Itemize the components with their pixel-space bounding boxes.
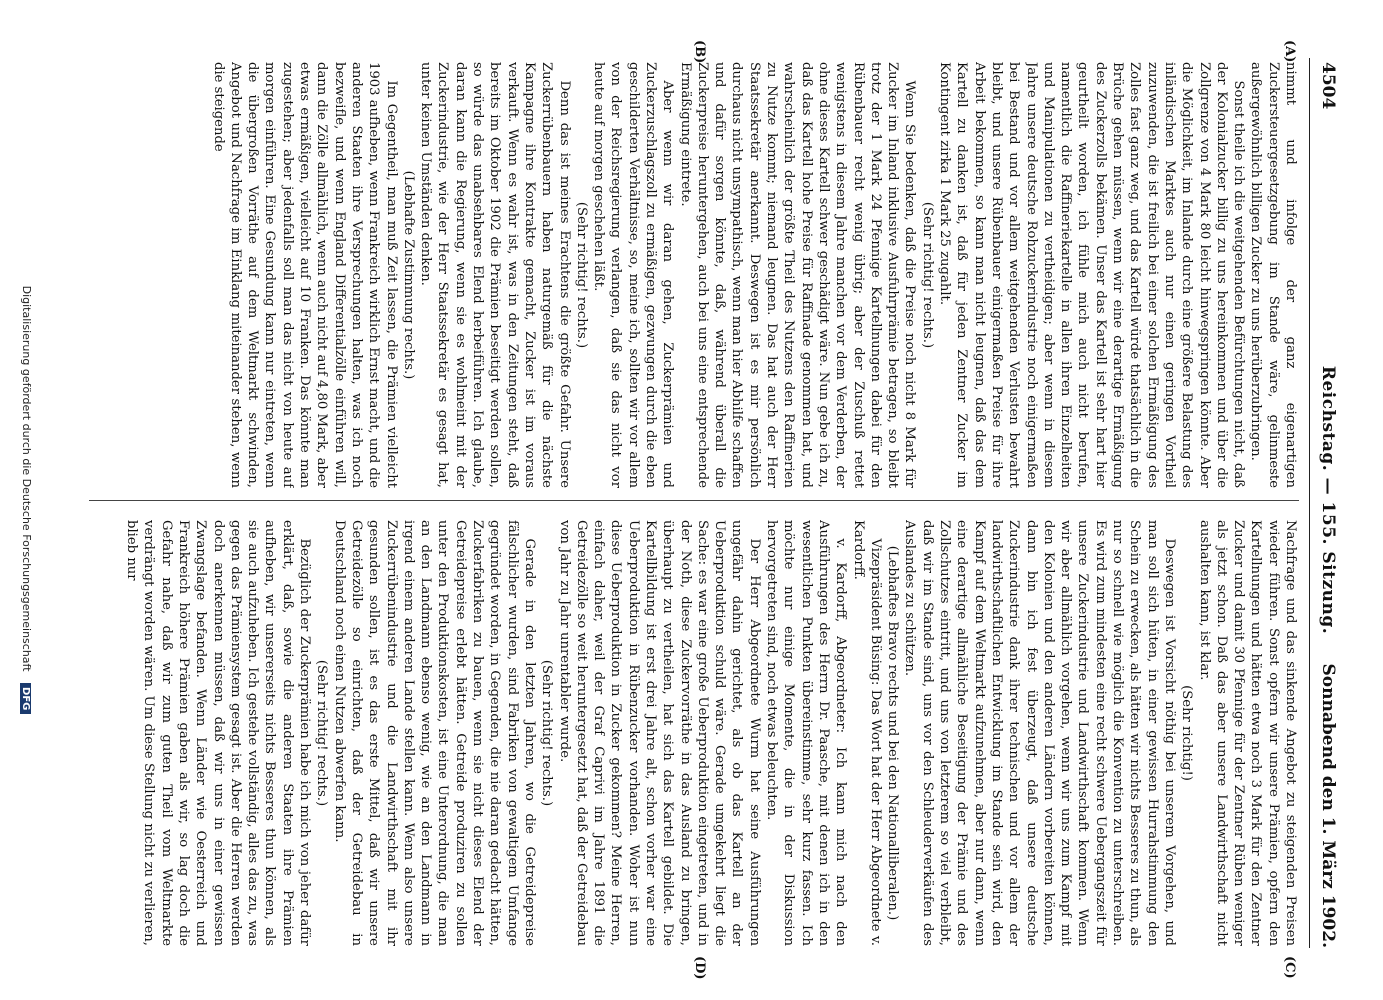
paragraph: Im Gegentheil, man muß Zeit lassen, die Prämien vielleicht 1903 aufheben, wenn Frankreich wirklich Ernst macht, und die anderen Staaten ihre Versprechungen halten, was ich noch bezweifle, und wenn England Differentialzölle einführen will, dann die Zölle allmählich, wenn auch nicht auf 4,80 Mark, aber etwas ermäßigen, vielleicht auf 10 Franken. Das könnte man zugestehen; aber jedenfalls soll man das nicht von heute auf morgen einführen. Eine Gesundung kann nur eintreten, wenn die übergroßen Vorräthe auf dem Weltmarkt schwinden, Angebot und Nachfrage im Einklang miteinander stehen, wenn die steigende xyxy=(210,62,399,488)
margin-marker-b: (B) xyxy=(692,40,707,64)
paragraph: Wenn Sie bedenken, daß die Preise noch nicht 8 Mark für Zucker im Inland inklusive Ausfuhrprämie betragen, so bleibt trotz der 1 Mark 24 Pfennige Kartellnungen dabei für den Rübenbauer recht wenig übrig; aber der Zuschuß rettet wenigstens in diesem Jahre manchen vor dem Verderben, der ohne dieses Kartell schwer geschädigt wäre. Nun gebe ich zu, daß das Kartell hohe Preise für Raffinade genommen hat, und wahrscheinlich der größte Theil des Nutzens den Raffinerien zu Nutze kommt; niemand leugnen. Das hat auch der Herr Staatssekretär anerkannt. Deswegen ist es mir persönlich durchaus nicht unsympathisch, wenn man hier Abhilfe schaffen und dafür sorgen könnte, daß, während überall die Zuckerpreise heruntergehen, auch bei uns eine entsprechende Ermäßigung eintrete. xyxy=(677,62,918,488)
paragraph: Aber wenn wir daran gehen, Zuckerprämien und Zuckerzuschlagszoll zu ermäßigen, gezwungen durch die eben geschilderten Verhältnisse, so, meine ich, sollten wir vor allem von der Reichsregierung verlangen, daß sie das nicht vor heute auf morgen geschehen läßt. xyxy=(591,62,676,488)
credit-text: Digitalisierung gefördert durch die Deutsche Forschungsgemeinschaft xyxy=(20,285,33,672)
column-divider xyxy=(89,500,1299,501)
interjection: (Sehr richtig! rechts.) xyxy=(314,659,330,807)
paragraph: Denn das ist meines Erachtens die größte Gefahr. Unsere Zuckerrübenbauern haben naturgemäß für die nächste Kampagne ihre Kontrakte gemacht, Zucker ist im voraus verkauft. Wenn es wahr ist, was in den Zeitungen steht, daß bereits im Oktober 1902 die Prämien beseitigt werden sollen, so würde das unabsehbares Elend herbeiführen. Ich glaube, daran kann die Regierung, wenn sie es wohlmeint mit der Zuckerindustrie, wie der Herr Staatssekretär es gesagt hat, unter keinen Umständen denken. xyxy=(418,62,572,488)
speaker-line: Vizepräsident Büsing: Das Wort hat der Herr Abgeordnete v. Kardorff. xyxy=(850,520,883,946)
right-column xyxy=(89,520,1299,946)
paragraph: Bezüglich der Zuckerprämien habe ich mich von jeher dafür erklärt, daß, sowie die anderen Staaten ihre Prämien aufheben, wir unsererseits nichts Besseres thun können, als sie auch aufzuheben. Ich gestehe vollständig, alles das zu, was gegen das Prämiensystem gesagt ist. Aber die Herren werden doch anerkennen müssen, daß wir uns in einer gewissen Zwangslage befanden. Wenn Länder wie Oesterreich und Frankreich höhere Prämien gaben als wir, so lag doch die Gefahr nahe, daß wir zum guten Theil vom Weltmarkte verdrängt worden wären. Um diese Stellung nicht zu verlieren, blieb nur xyxy=(124,520,313,946)
dfg-logo: DFG xyxy=(20,683,31,714)
paragraph: Gerade in den letzten Jahren, wo die Getreidepreise fälschlicher wurden, sind Fabriken von gewaltigem Umfange gegründet worden, in Gegenden, die nie daran gedacht hätten, Zuckerfabriken zu bauen, wenn sie nicht dieses Elend der Getreidepreise erlebt hätten. Getreide produziren zu sollen unter den Produktionskosten, ist eine Unterordnung, die man an den Landmann ebenso wenig, wie an den Landmann in irgend einem anderen Lande stellen kann. Wenn also unsere Zuckerrübenindustrie und die Landwirthschaft mit ihr gesunden sollen, ist es das erste Mittel, daß wir unsere Getreidezölle so einrichten, daß der Getreidebau in Deutschland noch einen Nutzen abwerfen kann. xyxy=(331,520,537,946)
page-number: 4504 xyxy=(1318,62,1338,110)
interjection: (Lebhaftes Bravo rechts und bei den Nationalliberalen.) xyxy=(885,545,901,921)
left-column xyxy=(89,62,1299,488)
paragraph: nimmt und infolge der ganz eigenartigen Zuckersteuergesetzgebung im Stande wäre, gelinmeste außergewöhnlich billigen Zucker zu uns herüberzubringen. xyxy=(1248,62,1298,488)
paragraph: Nachfrage und das sinkende Angebot zu steigenden Preisen wieder führen. Sonst opfern wir unsere Prämien, opfern den Kartellnungen und hätten etwa noch 3 Mark für den Zentner Zucker und damit 30 Pfennige für der Zentner Rüben weniger als jetzt schon. Daß das aber unsere Landwirthschaft nicht aushalten kann, ist klar. xyxy=(1196,520,1298,946)
running-title: Reichstag. — 155. Sitzung. xyxy=(1318,365,1338,635)
margin-marker-a: (A) xyxy=(1282,40,1297,63)
margin-marker-d: (D) xyxy=(692,956,707,980)
header-rule xyxy=(1309,58,1310,948)
paragraph: Der Herr Abgeordnete Wurm hat seine Ausführungen ungefähr dahin gerichtet, als ob das Kartell an der Ueberproduktion schuld wäre. Gerade umgekehrt liegt die Sache: es war eine große Ueberproduktion eingetreten, und in der Noth, diese Zuckervorräthe in das Ausland zu bringen, überhaupt zu vertheilen, hat sich das Kartell gebildet. Die Kartellbildung ist erst drei Jahre alt, schon vorher war eine Ueberproduktion in Rübenzucker vorhanden. Woher ist nun diese Ueberproduktion in Zucker gekommen? Meine Herren, einfach daher, weil der Graf Caprivi im Jahre 1891 die Getreidezölle so weit heruntergesetzt hat, daß der Getreidebau von Jahr zu Jahr unrentabler wurde. xyxy=(556,520,762,946)
page-header xyxy=(1313,0,1343,1000)
interjection: (Sehr richtig! rechts.) xyxy=(919,201,935,349)
margin-marker-c: (C) xyxy=(1282,956,1297,979)
paragraph: v. Kardorff, Abgeordneter: Ich kann mich nach den Ausführungen des Herrn Dr. Paasche, mit denen ich in den wesentlichen Punkten übereinstimme, sehr kurz fassen. Ich möchte nur einige Momente, die in der Diskussion hervorgetreten sind, noch etwas beleuchten. xyxy=(764,520,849,946)
interjection: (Sehr richtig!) xyxy=(1179,685,1195,781)
paragraph: Deswegen ist Vorsicht nöthig bei unserem Vorgehen, und man soll sich hüten, in einer gewissen Hurrahstimmung den Schein zu erwecken, als hätten wir nichts Besseres zu thun, als nur so schnell wie möglich die Konvention zu unterschreiben. Es wird zum mindesten eine recht schwere Uebergangszeit für unsere Zuckerindustrie und Landwirthschaft kommen. Wenn wir aber allmählich vorgehen, wenn wir uns zum Kampf mit den Kolonien und den anderen Ländern vorbereiten können, dann bin ich fest überzeugt, daß unsere deutsche Zuckerindustrie dank ihrer technischen und vor allem der landwirthschaftlichen Entwicklung im Stande sein wird, den Kampf auf dem Weltmarkt aufzunehmen, aber nur dann, wenn eine derartige allmähliche Beseitigung der Prämie und des Zollschutzes eintritt, und uns von letzterem so viel verbleibt, daß wir im Stande sind, uns vor den Schleuderverkäufen des Auslandes zu schützen. xyxy=(902,520,1177,946)
interjection: (Lebhafte Zustimmung rechts.) xyxy=(400,170,416,380)
interjection: (Sehr richtig! rechts.) xyxy=(573,201,589,349)
interjection: (Sehr richtig! rechts.) xyxy=(539,659,555,807)
paragraph: Sonst theile ich die weitgehenden Befürchtungen nicht, daß der Kolonialzucker billig zu uns hereinkommen und über die Zollgrenze von 4 Mark 80 leicht hinwegspringen könnte. Aber die Möglichkeit, im Inlande durch eine größere Belastung des inländischen Marktes auch nur einen geringen Vortheil zuzuwenden, die ist freilich bei einer solchen Ermäßigung des Zolles fast ganz weg, und das Kartell würde thatsächlich in die Brüche gehen müssen, wenn wir eine derartige Ermäßigung des Zuckerzolls bekämen. Unser das Kartell ist sehr hart hier geurtheilt worden, ich fühle mich auch nicht berufen, namentlich die Raffineriekartelle in allen ihren Einzelheiten und Manipulationen zu vertheidigen; aber wenn in diesem Jahre unsere deutsche Rohzuckerindustrie noch einigermaßen bei Bestand und vor allem weitgehenden Verlusten bewahrt bleibt, und unsere Rübenbauer einigermaßen Preise für ihre Arbeit bekommen, so kann man nicht leugnen, daß das dem Kartell zu danken ist, daß für jeden Zentner Zucker im Kontingent zirka 1 Mark 25 zugahlt. xyxy=(937,62,1247,488)
digitization-credit xyxy=(20,0,33,1000)
session-date: Sonnabend den 1. März 1902. xyxy=(1318,663,1338,948)
